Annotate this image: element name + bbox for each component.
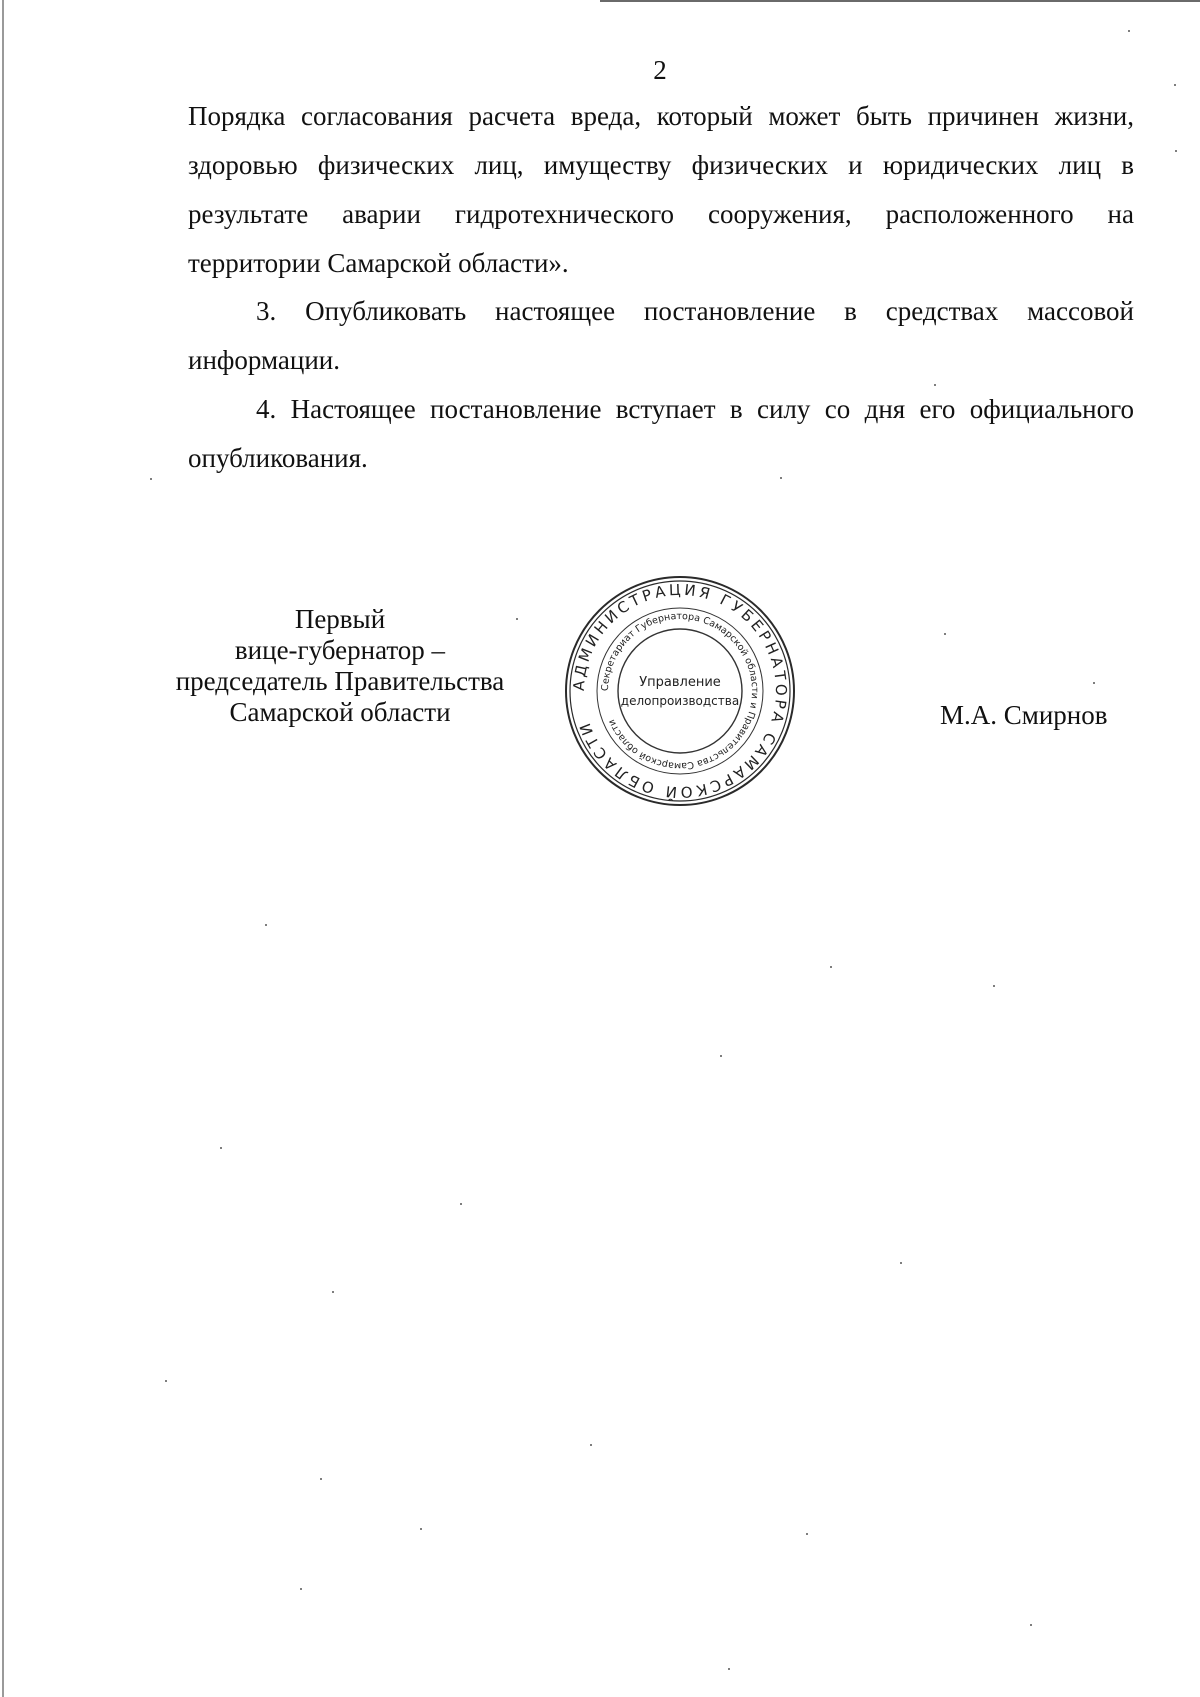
scan-speck	[830, 966, 832, 968]
scan-speck	[332, 1291, 334, 1293]
scan-speck	[900, 1262, 902, 1264]
text-line: 3. Опубликовать настоящее постановление в средствах массовой	[256, 296, 1134, 326]
scan-speck	[944, 633, 946, 635]
scan-edge-top	[600, 0, 1200, 2]
scan-speck	[1030, 1624, 1032, 1626]
seal-center-line-2: делопроизводства	[620, 694, 740, 708]
scan-speck	[165, 1380, 167, 1382]
scan-speck	[728, 1668, 730, 1670]
signer-title-line: Самарской области	[229, 697, 451, 727]
scan-edge-left	[2, 0, 4, 1697]
scan-speck	[420, 1528, 422, 1530]
paragraph-2-continuation	[188, 92, 1134, 288]
signer-title-line: Первый	[294, 604, 386, 634]
text-line: 4. Настоящее постановление вступает в силу со дня его официального	[256, 394, 1134, 424]
text-line: результате аварии гидротехнического сооружения, расположенного на	[188, 199, 1134, 229]
scan-speck	[320, 1478, 322, 1480]
page-number: 2	[653, 55, 667, 85]
scan-speck	[590, 1444, 592, 1446]
scan-speck	[780, 477, 782, 479]
signer-name: М.А. Смирнов	[940, 700, 1108, 730]
paragraph-3	[188, 287, 1134, 385]
seal-outer-text: АДМИНИСТРАЦИЯ ГУБЕРНАТОРА САМАРСКОЙ ОБЛАСТИ	[569, 580, 791, 802]
text-line: информации.	[188, 345, 340, 375]
scan-speck	[1128, 30, 1130, 32]
signer-title	[150, 604, 530, 728]
scan-speck	[220, 1147, 222, 1149]
seal-inner-text: Секретариат Губернатора Самарской области и Правительства Самарской области	[599, 610, 761, 772]
official-seal	[563, 574, 797, 808]
signer-title-line: председатель Правительства	[175, 666, 505, 696]
scan-speck	[1175, 150, 1177, 152]
text-line: опубликования.	[188, 443, 368, 473]
seal-center-line-1: Управление	[639, 675, 721, 690]
scan-speck	[1093, 682, 1095, 684]
scan-speck	[934, 384, 936, 386]
scan-speck	[720, 1055, 722, 1057]
text-line: Порядка согласования расчета вреда, который может быть причинен жизни,	[188, 101, 1134, 131]
scan-speck	[993, 985, 995, 987]
scan-speck	[300, 1588, 302, 1590]
scan-speck	[1174, 84, 1176, 86]
text-line: территории Самарской области».	[188, 248, 569, 278]
paragraph-4	[188, 385, 1134, 483]
text-line: здоровью физических лиц, имуществу физических и юридических лиц в	[188, 150, 1134, 180]
signer-title-line: вице-губернатор –	[234, 635, 446, 665]
scan-speck	[460, 1203, 462, 1205]
scan-speck	[516, 618, 518, 620]
scan-speck	[265, 924, 267, 926]
scan-speck	[150, 478, 152, 480]
scan-speck	[806, 1533, 808, 1535]
